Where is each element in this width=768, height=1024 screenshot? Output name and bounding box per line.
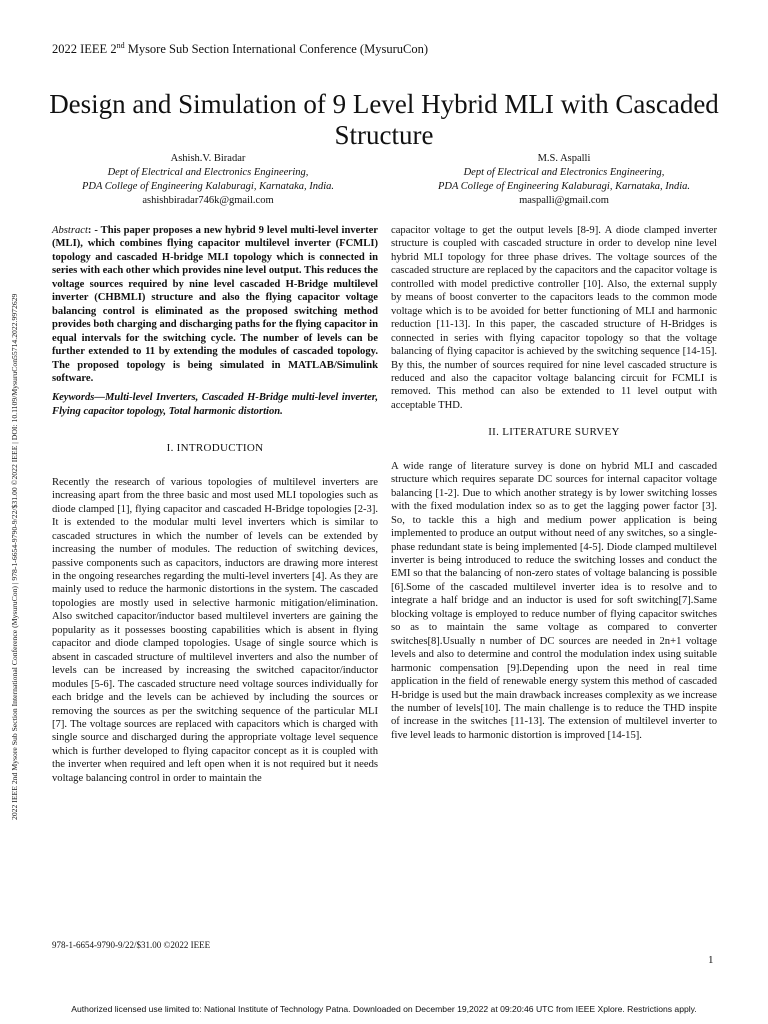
author-block-1 (48, 152, 368, 208)
introduction-text: Recently the research of various topologies of multilevel inverters are increasing apart from the three basic and most used MLI topologies such as diode clamped [1], flying capacitor and cascaded H-Bridge topologies [2-3]. It is extended to the modular multi level inverters which is similar to cascaded structures in which the number of levels can be extended by increasing the number of modules. The reduction of switching devices, passive components such as capacitors, inductors are drawing more interest in the ongoing researches regarding the multi-level inverters [4]. As they are mainly used to reduce the harmonic distortions in the system. The cascaded topologies are mostly used in selective harmonic mitigation/elimination. Also switched capacitor/inductor based multilevel inverters are gaining the popularity as it possesses boosting capabilities which is absent in flying capacitor and diode clamped topologies. Usage of single source which is absent in cascaded structure of multilevel inverters and also the number of levels can be increased by increasing the switched capacitor/inductor modules [5-6]. The cascaded structure need voltage sources individually for each bridge and the levels can be achieved by including the sources or removing the sources as per the switching sequence of the particular MLI [7]. The voltage sources are replaced with capacitors which is charged with single source and discharged during the appropriate voltage level sequence which is further developed to flying capacitor concept as it is coupled with the inverter when required and left open when it is not required but it needs voltage balancing control in order to maintain the (52, 476, 378, 784)
introduction-continued: capacitor voltage to get the output levels [8-9]. A diode clamped inverter structure is coupled with cascaded structure in order to develop nine level hybrid MLI topology for three phase drives. The voltage sources of the cascaded structure are replaced by the capacitors and the capacitor voltage is controlled with model predictive controller [10]. Also, the external supply by means of boost converter to the capacitors leads to the common mode voltage which is to be avoided for better functioning of MLI and harmonic reduction [11-13]. In this paper, the cascaded structure of H-Bridges is connected in series with flying capacitor topology so that the voltage balancing of flying capacitor is achieved by the switching sequence [14-15]. By this, the number of sources required for nine level cascaded structure is reduced and also the capacitor voltage balancing circuit for FCMLI is removed. This method can also be extended to 11 level output with acceptable THD. (391, 225, 717, 411)
paper-title: Design and Simulation of 9 Level Hybrid MLI with Cascaded Structure (49, 89, 719, 150)
author-email[interactable]: maspalli@gmail.com (519, 195, 609, 206)
conference-ordinal: nd (116, 41, 125, 50)
left-column (52, 224, 378, 785)
author-institution: PDA College of Engineering Kalaburagi, Karnataka, India. (81, 181, 335, 192)
author-name: M.S. Aspalli (537, 153, 591, 164)
literature-survey-text: A wide range of literature survey is done on hybrid MLI and cascaded structure which requires separate DC sources for internal capacitor voltage balancing [1-2]. Due to which another strategy is by lower switching losses with the fixed modulation index so as to get the lagging power factor [3]. So, to tackle this a high and medium power application is being implemented to produce an output without need of any switches, so a single-phase redundant state is being implemented [4-5]. Diode clamped multilevel inverter is being introduced to reduce the switching losses and conduct the EMI so that the balancing of non-zero states of voltage balancing is possible [6].Some of the cascaded multilevel inverter idea is to resolve and to integrate a half bridge and an inductor is used for soft switching[7].Same blocking voltage is employed to reduce number of flying capacitor switches so as to maintain the same voltage as compared to converter switches[8].Usually n number of DC sources are needed in 2n+1 voltage levels and also to determine and control the modulation index using suitable harmonic compensation [9].Depending upon the need in real time application in the field of renewable energy system this method of cascaded H-bridge is used but the main drawback increases complexity as we increase the number of levels[10]. The main challenge is to reduce the THD inspite of increase in the switches [11-13]. The extension of multilevel inverter to five level leads to harmonic distortion is improved [14-15]. (391, 460, 717, 741)
abstract-text: : - This paper proposes a new hybrid 9 level multi-level inverter (MLI), which combines flying capacitor multilevel inverter (FCMLI) topology and cascaded H-bridge MLI topology which is connected in series with each other which provides nine level output. This reduces the voltage sources required by nine level cascaded H-Bridge multilevel inverter (CHBMLI) structure and also the flying capacitor voltage balancing control is eliminated as the proposed switching method provides both charging and discharging paths for the flying capacitor in equal intervals for the switching cycle. The number of levels can be further extended to 11 by extending the modules of cascaded topology. The proposed topology is being simulated in MATLAB/Simulink software. (52, 225, 378, 384)
conference-pre: 2022 IEEE 2 (52, 42, 117, 57)
author-dept: Dept of Electrical and Electronics Engineering, (463, 167, 665, 178)
side-doi-stamp: 2022 IEEE 2nd Mysore Sub Section International Conference (MysuruCon) | 978-1-6654-9790-9/22/$31.00 ©2022 IEEE | DOI: 10.1109/MysuruCon55714.2022.9972629 (10, 293, 19, 820)
author-block-2 (404, 152, 724, 208)
author-dept: Dept of Electrical and Electronics Engineering, (107, 167, 309, 178)
section-heading-literature-survey: II. LITERATURE SURVEY (488, 426, 620, 439)
author-name: Ashish.V. Biradar (170, 153, 246, 164)
author-institution: PDA College of Engineering Kalaburagi, Karnataka, India. (437, 181, 691, 192)
conference-header (52, 41, 428, 57)
isbn-footer: 978-1-6654-9790-9/22/$31.00 ©2022 IEEE (52, 940, 211, 950)
author-email[interactable]: ashishbiradar746k@gmail.com (142, 195, 274, 206)
keywords: Keywords—Multi-level Inverters, Cascaded H-Bridge multi-level inverter, Flying capacitor topology, Total harmonic distortion. (52, 392, 378, 417)
license-footer: Authorized licensed use limited to: National Institute of Technology Patna. Downloaded on December 19,2022 at 09:20:46 UTC from IEEE Xplore. Restrictions apply. (71, 1004, 697, 1014)
section-heading-introduction: I. INTRODUCTION (166, 442, 264, 455)
conference-post: Mysore Sub Section International Conference (MysuruCon) (124, 42, 428, 57)
abstract-label: Abstract (52, 225, 88, 236)
abstract (52, 224, 378, 385)
right-column (391, 224, 717, 742)
page-number: 1 (708, 954, 714, 966)
